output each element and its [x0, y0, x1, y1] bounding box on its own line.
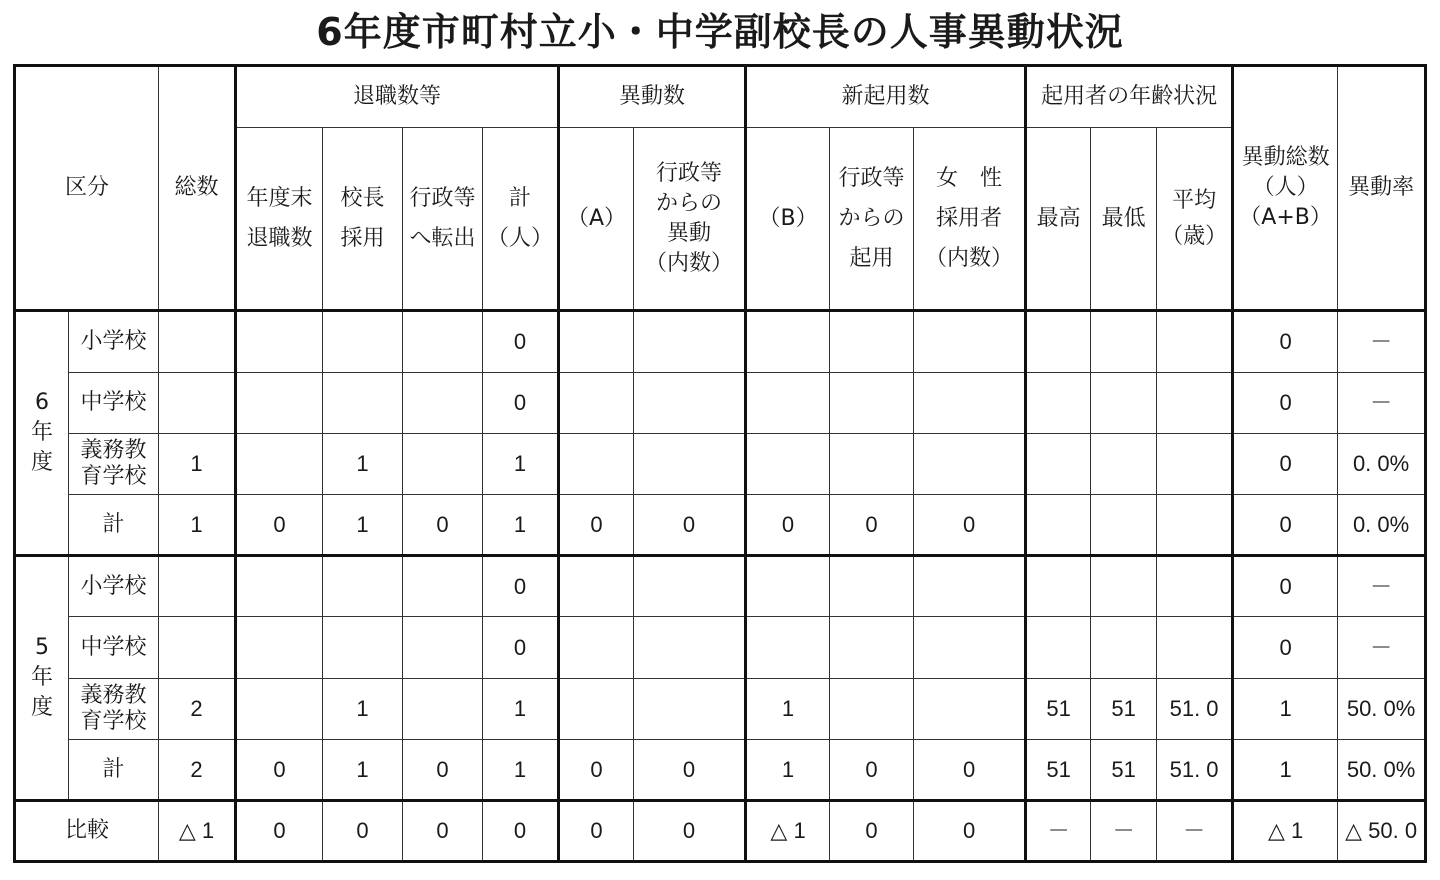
cell [1026, 311, 1091, 373]
personnel-transfer-table [13, 64, 1427, 863]
page-title: 6年度市町村立小・中学副校長の人事異動状況 [316, 10, 1124, 54]
cell: 0 [483, 373, 559, 434]
header-year-end-retirees-line2: 退職数 [246, 225, 313, 251]
header-retirement-subtotal-line2: （人） [487, 225, 554, 251]
cell-rate: － [1338, 311, 1426, 373]
cell [634, 373, 746, 434]
cell [1091, 495, 1157, 556]
cell: 1 [323, 434, 403, 495]
cell [1091, 556, 1157, 617]
header-female-appointees-line3: （内数） [925, 245, 1014, 271]
cell: 0 [483, 617, 559, 679]
table-row [15, 740, 1426, 801]
cell: 1 [483, 679, 559, 740]
cell: 51 [1091, 740, 1157, 801]
cell [1157, 556, 1233, 617]
header-female-appointees [914, 128, 1026, 311]
cell-rate: 0. 0% [1338, 495, 1426, 556]
header-transfer-out-admin-line2: へ転出 [409, 225, 476, 251]
cell [914, 373, 1026, 434]
cell: 1 [323, 495, 403, 556]
header-total-transfers-line1: 異動総数 [1241, 145, 1330, 170]
header-total: 総数 [159, 66, 236, 311]
cell [746, 373, 830, 434]
cell: 0 [236, 801, 323, 862]
cell: 0 [236, 495, 323, 556]
cell [746, 311, 830, 373]
row-label-line1: 義務教 [80, 683, 147, 708]
header-age-group: 起用者の年齢状況 [1026, 66, 1233, 128]
cell: 0 [403, 801, 483, 862]
cell [323, 556, 403, 617]
table-row [15, 556, 1426, 617]
cell: 0 [1233, 434, 1338, 495]
cell: 0 [483, 801, 559, 862]
cell [559, 679, 634, 740]
cell [746, 434, 830, 495]
header-age-min: 最低 [1091, 128, 1157, 311]
cell: 0 [1233, 373, 1338, 434]
header-female-appointees-line1: 女 性 [936, 165, 1003, 191]
cell [403, 679, 483, 740]
cell [236, 679, 323, 740]
cell [746, 617, 830, 679]
cell: 0 [830, 801, 914, 862]
cell [1091, 311, 1157, 373]
cell [914, 617, 1026, 679]
cell [634, 617, 746, 679]
table-row [15, 434, 1426, 495]
year-label-r6-do: 度 [30, 450, 53, 475]
year-label-r5-digit: 5 [35, 635, 49, 660]
row-label: 中学校 [69, 617, 159, 679]
cell: － [1026, 801, 1091, 862]
year-label-r6-nen: 年 [30, 420, 53, 445]
header-transfer-from-admin-line1: 行政等 [656, 160, 723, 186]
cell [1091, 373, 1157, 434]
table-row [15, 617, 1426, 679]
cell-total [159, 617, 236, 679]
row-label [69, 434, 159, 495]
cell [323, 373, 403, 434]
year-label-r5-do: 度 [30, 695, 53, 720]
header-age-avg [1157, 128, 1233, 311]
cell: 0 [483, 311, 559, 373]
header-appointed-from-admin [830, 128, 914, 311]
cell-total [159, 556, 236, 617]
cell [403, 434, 483, 495]
cell: 0 [914, 801, 1026, 862]
cell [323, 311, 403, 373]
header-appointed-from-admin-line3: 起用 [849, 245, 894, 271]
cell: 0 [559, 495, 634, 556]
cell [830, 311, 914, 373]
cell [559, 617, 634, 679]
cell [236, 434, 323, 495]
cell: 0 [403, 740, 483, 801]
cell [914, 434, 1026, 495]
cell-total: 1 [159, 434, 236, 495]
cell: 0 [1233, 617, 1338, 679]
cell: 51 [1026, 679, 1091, 740]
cell: 1 [1233, 679, 1338, 740]
header-retirement-subtotal [483, 128, 559, 311]
row-label: 小学校 [69, 311, 159, 373]
header-kubun: 区分 [15, 66, 159, 311]
header-transfer-from-admin-line4: （内数） [645, 250, 734, 276]
cell: 0 [1233, 311, 1338, 373]
row-label: 計 [69, 495, 159, 556]
cell [1157, 495, 1233, 556]
cell: － [1157, 801, 1233, 862]
year-label-r6-digit: 6 [35, 390, 49, 415]
cell-rate: △ 50. 0 [1338, 801, 1426, 862]
cell-total: 2 [159, 679, 236, 740]
cell [1026, 495, 1091, 556]
cell [634, 434, 746, 495]
cell: 0 [1233, 495, 1338, 556]
table-row [15, 373, 1426, 434]
cell-total: 2 [159, 740, 236, 801]
cell [830, 434, 914, 495]
year-label-r6 [15, 311, 69, 556]
year-label-r5-nen: 年 [30, 665, 53, 690]
cell-total [159, 311, 236, 373]
cell [830, 679, 914, 740]
row-label-line1: 義務教 [80, 438, 147, 463]
cell [323, 617, 403, 679]
cell: 51. 0 [1157, 679, 1233, 740]
row-label: 中学校 [69, 373, 159, 434]
cell [1157, 434, 1233, 495]
header-transfer-out-admin [403, 128, 483, 311]
cell: 1 [483, 434, 559, 495]
header-principal-appointment [323, 128, 403, 311]
header-transfer-group: 異動数 [559, 66, 746, 128]
year-label-r5 [15, 556, 69, 801]
cell: 1 [323, 740, 403, 801]
cell [634, 679, 746, 740]
cell [403, 373, 483, 434]
cell: 51. 0 [1157, 740, 1233, 801]
row-label-line2: 育学校 [80, 709, 147, 734]
header-transfer-out-admin-line1: 行政等 [409, 185, 476, 211]
header-a: （A） [559, 128, 634, 311]
header-year-end-retirees [236, 128, 323, 311]
cell [1026, 373, 1091, 434]
header-b: （B） [746, 128, 830, 311]
comparison-row [15, 801, 1426, 862]
header-transfer-from-admin [634, 128, 746, 311]
row-label: 小学校 [69, 556, 159, 617]
cell: 1 [483, 495, 559, 556]
header-age-avg-line2: （歳） [1161, 223, 1228, 249]
cell [1091, 617, 1157, 679]
cell [1026, 434, 1091, 495]
cell: △ 1 [746, 801, 830, 862]
table-row [15, 311, 1426, 373]
row-label-line2: 育学校 [80, 464, 147, 489]
header-new-appointment-group: 新起用数 [746, 66, 1026, 128]
cell: 0 [634, 495, 746, 556]
cell [830, 556, 914, 617]
header-total-transfers-line3: （A+B） [1239, 205, 1332, 230]
header-retirement-group: 退職数等 [236, 66, 559, 128]
header-appointed-from-admin-line1: 行政等 [838, 165, 905, 191]
header-total-transfers [1233, 66, 1338, 311]
cell [559, 311, 634, 373]
cell [559, 434, 634, 495]
cell: － [1091, 801, 1157, 862]
row-label [69, 679, 159, 740]
header-age-max: 最高 [1026, 128, 1091, 311]
cell: 0 [914, 740, 1026, 801]
cell: 1 [746, 740, 830, 801]
header-principal-appointment-line2: 採用 [340, 225, 385, 251]
cell-rate: － [1338, 556, 1426, 617]
cell: 0 [559, 801, 634, 862]
cell: 0 [914, 495, 1026, 556]
cell: 0 [236, 740, 323, 801]
cell [403, 617, 483, 679]
cell: 0 [634, 740, 746, 801]
cell [236, 617, 323, 679]
cell-rate: － [1338, 373, 1426, 434]
cell-rate: 0. 0% [1338, 434, 1426, 495]
cell [830, 373, 914, 434]
header-principal-appointment-line1: 校長 [340, 185, 385, 211]
cell-rate: 50. 0% [1338, 679, 1426, 740]
header-retirement-subtotal-line1: 計 [509, 185, 532, 211]
table-row [15, 679, 1426, 740]
header-total-transfers-line2: （人） [1252, 175, 1319, 200]
header-transfer-from-admin-line2: からの [656, 190, 723, 216]
cell [403, 311, 483, 373]
cell: 51 [1091, 679, 1157, 740]
cell: 0 [403, 495, 483, 556]
table-row [15, 495, 1426, 556]
cell [634, 311, 746, 373]
cell: 0 [830, 740, 914, 801]
cell [1026, 556, 1091, 617]
cell: 0 [746, 495, 830, 556]
cell: 1 [1233, 740, 1338, 801]
header-female-appointees-line2: 採用者 [936, 205, 1003, 231]
header-transfer-rate: 異動率 [1338, 66, 1426, 311]
cell: 1 [746, 679, 830, 740]
cell-total: △ 1 [159, 801, 236, 862]
cell [914, 556, 1026, 617]
cell [1091, 434, 1157, 495]
cell [1157, 311, 1233, 373]
cell [1026, 617, 1091, 679]
cell [236, 373, 323, 434]
header-age-avg-line1: 平均 [1172, 187, 1217, 213]
row-label: 計 [69, 740, 159, 801]
cell-rate: － [1338, 617, 1426, 679]
cell [236, 556, 323, 617]
cell [830, 617, 914, 679]
comparison-label: 比較 [15, 801, 159, 862]
cell [1157, 617, 1233, 679]
cell: 1 [483, 740, 559, 801]
header-year-end-retirees-line1: 年度末 [246, 185, 313, 211]
cell: 0 [559, 740, 634, 801]
cell: 0 [634, 801, 746, 862]
cell [236, 311, 323, 373]
cell [559, 556, 634, 617]
cell-total [159, 373, 236, 434]
cell [559, 373, 634, 434]
cell [914, 679, 1026, 740]
cell [403, 556, 483, 617]
cell-total: 1 [159, 495, 236, 556]
cell: △ 1 [1233, 801, 1338, 862]
cell: 0 [1233, 556, 1338, 617]
cell: 1 [323, 679, 403, 740]
cell [634, 556, 746, 617]
cell [914, 311, 1026, 373]
cell: 51 [1026, 740, 1091, 801]
cell-rate: 50. 0% [1338, 740, 1426, 801]
cell: 0 [483, 556, 559, 617]
cell [746, 556, 830, 617]
cell [1157, 373, 1233, 434]
header-transfer-from-admin-line3: 異動 [667, 220, 712, 246]
header-appointed-from-admin-line2: からの [838, 205, 905, 231]
cell: 0 [323, 801, 403, 862]
cell: 0 [830, 495, 914, 556]
